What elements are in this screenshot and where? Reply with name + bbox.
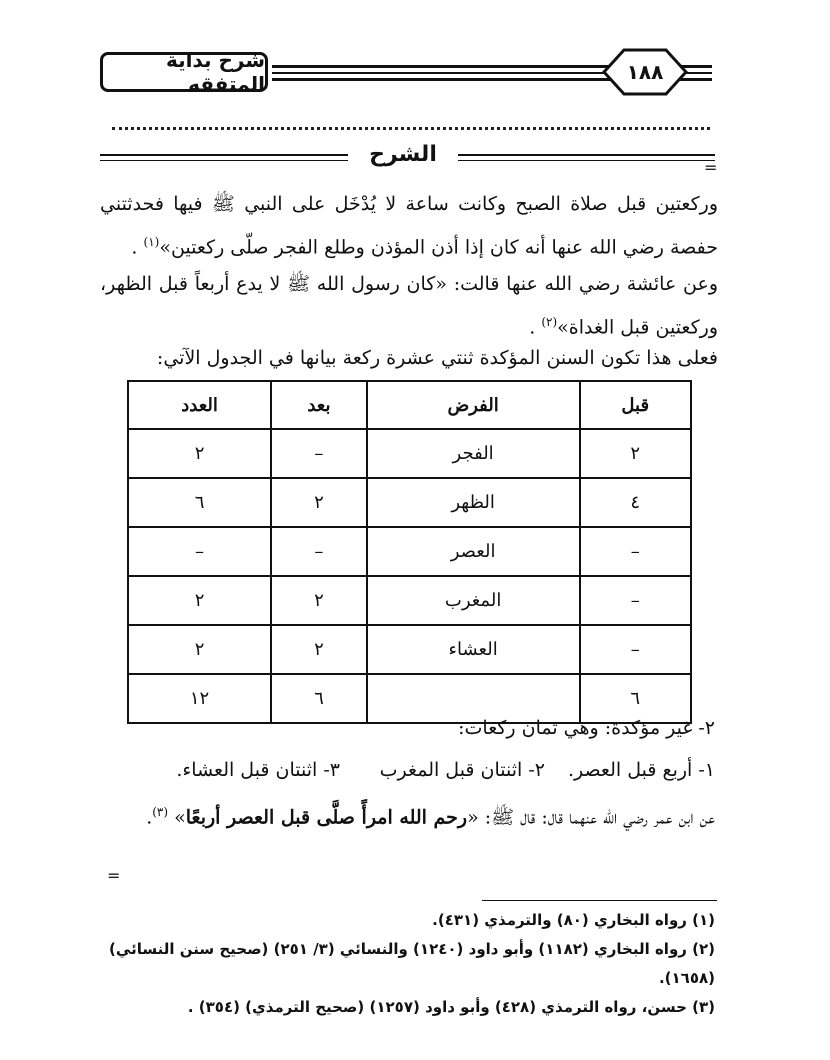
paragraph: وركعتين قبل صلاة الصبح وكانت ساعة لا يُدْخَل على النبي ﷺ فيها فحدثتني حفصة رضي الله عنها أنه كان إذا أذن المؤذن وطلع الفجر صلّى ركعتين»$^{(١)}$ .: [100, 193, 718, 259]
table-header-row: [128, 381, 691, 429]
table-cell: –: [580, 576, 691, 625]
table-cell: ٤: [580, 478, 691, 527]
page-number: [602, 48, 688, 96]
table-cell: –: [580, 527, 691, 576]
book-title: شرح بداية المتفقه: [100, 52, 268, 92]
table-cell: ٢: [271, 625, 367, 674]
hadith-text: رحم الله امرأً صلَّى قبل العصر أربعًا: [185, 806, 468, 829]
table-cell: المغرب: [367, 576, 580, 625]
heading-rule-right: [458, 154, 715, 156]
hadith-intro: عن ابن عمر رضي الله عنهما قال: قال ﷺ: «: [467, 806, 715, 829]
table-cell: ١٢: [128, 674, 271, 723]
table-cell: ٢: [128, 576, 271, 625]
list-item: ٢- اثنتان قبل المغرب: [379, 759, 545, 781]
non-emphasized-heading: ٢- غير مؤكدة: وهي ثمان ركعات:: [458, 717, 715, 739]
table-row: [128, 527, 691, 576]
hadith-close: »: [174, 806, 186, 829]
table-cell: العصر: [367, 527, 580, 576]
table-cell: الفجر: [367, 429, 580, 478]
table-header: العدد: [128, 381, 271, 429]
section-heading: [100, 142, 718, 177]
table-row: [128, 478, 691, 527]
hadith: عن ابن عمر رضي الله عنهما قال: قال ﷺ: «رحم الله امرأً صلَّى قبل العصر أربعًا» $^{(٣)}$.: [146, 805, 715, 829]
heading-rule-left: [100, 154, 348, 156]
footnote-ref: (١): [143, 235, 160, 249]
table-row: [128, 576, 691, 625]
table-cell: –: [128, 527, 271, 576]
table-cell: ٢: [128, 429, 271, 478]
page-number-text: ١٨٨: [626, 60, 664, 84]
table-row: [128, 625, 691, 674]
table-cell: ٢: [580, 429, 691, 478]
table-cell: ٦: [271, 674, 367, 723]
paragraph: [100, 343, 718, 373]
table-cell: ٢: [271, 478, 367, 527]
paragraph-text: فعلى هذا تكون السنن المؤكدة ثنتي عشرة ركعة بيانها في الجدول الآتي:: [156, 347, 718, 369]
sunnah-table: [127, 380, 692, 724]
footnote-separator: [482, 900, 717, 901]
footnote-ref: (٢): [541, 315, 558, 329]
heading-rule-left: [100, 160, 348, 161]
margin-mark: =: [704, 158, 718, 177]
heading-rule-right: [458, 160, 715, 161]
table-cell: ٢: [128, 625, 271, 674]
table-cell: –: [271, 527, 367, 576]
footnote: (٢) رواه البخاري (١١٨٢) وأبو داود (١٢٤٠) والنسائي (٣/ ٢٥١) (صحيح سنن النسائي) (١٦٥٨).: [109, 940, 715, 987]
paragraph-text: وعن عائشة رضي الله عنها قالت: «كان رسول الله ﷺ لا يدع أربعاً قبل الظهر، وركعتين قبل الغداة»: [100, 273, 718, 339]
table-cell: العشاء: [367, 625, 580, 674]
paragraph-text: وركعتين قبل صلاة الصبح وكانت ساعة لا يُدْخَل على النبي ﷺ فيها فحدثتني حفصة رضي الله عنها أنه كان إذا أذن المؤذن وطلع الفجر صلّى ركعتين»: [100, 193, 718, 259]
table-header: قبل: [580, 381, 691, 429]
table-cell: ٦: [128, 478, 271, 527]
table-cell: –: [271, 429, 367, 478]
list-item: ٣- اثنتان قبل العشاء.: [176, 759, 340, 781]
footnote-ref: (٣): [152, 805, 169, 819]
table-header: بعد: [271, 381, 367, 429]
footnotes: [100, 906, 715, 1022]
table-row: [128, 429, 691, 478]
table-cell: ٢: [271, 576, 367, 625]
table-cell: الظهر: [367, 478, 580, 527]
footnote: (٣) حسن، رواه الترمذي (٤٢٨) وأبو داود (١٢٥٧) (صحيح الترمذي) (٣٥٤) .: [187, 998, 715, 1016]
footnote: (١) رواه البخاري (٨٠) والترمذي (٤٣١).: [432, 911, 715, 929]
paragraph: وعن عائشة رضي الله عنها قالت: «كان رسول الله ﷺ لا يدع أربعاً قبل الظهر، وركعتين قبل الغداة»$^{(٢)}$ .: [100, 273, 718, 339]
list-item: ١- أربع قبل العصر.: [567, 759, 715, 781]
margin-mark: =: [107, 866, 121, 885]
table-cell: –: [580, 625, 691, 674]
section-title: الشرح: [369, 142, 437, 167]
table-cell: ٦: [580, 674, 691, 723]
dotted-separator: [112, 127, 710, 130]
table-header: الفرض: [367, 381, 580, 429]
page-header: [100, 48, 715, 100]
